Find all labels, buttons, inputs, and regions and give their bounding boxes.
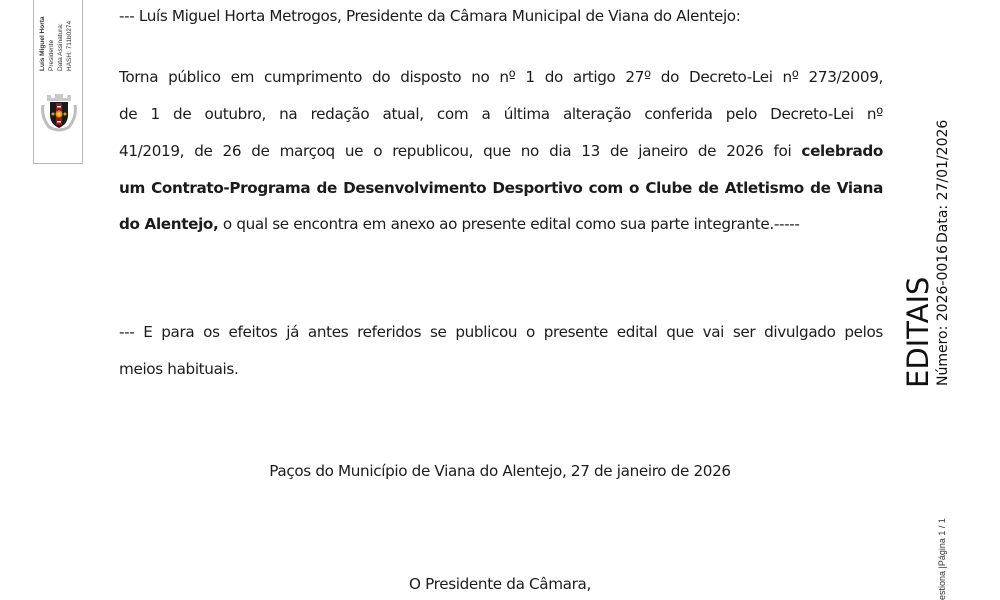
signature-hash: HASH: 711b0274 [66, 20, 73, 71]
paragraph-1-line-1: Torna público em cumprimento do disposto no nº 1 do artigo 27º do Decreto-Lei nº 273/2009, [119, 68, 883, 86]
intro-line: --- Luís Miguel Horta Metrogos, Presidente da Câmara Municipal de Viana do Alentejo: [119, 7, 741, 25]
paragraph-1-line-3 [119, 141, 883, 161]
digital-signature-box [33, 0, 83, 164]
coat-of-arms-icon [41, 91, 77, 133]
paragraph-1-line-5 [119, 214, 883, 234]
line-3-regular: 41/2019, de 26 de marçoq ue o republicou, que no dia 13 de janeiro de 2026 foi [119, 142, 802, 160]
paragraph-1-line-4 [119, 178, 883, 198]
signature-text-block [38, 3, 78, 71]
line-5-regular: o qual se encontra em anexo ao presente edital como sua parte integrante.----- [218, 215, 800, 233]
signatory-title: O Presidente da Câmara, [409, 575, 591, 593]
paragraph-2-line-1: --- E para os efeitos já antes referidos se publicou o presente edital que vai ser divulgado pelos [119, 323, 883, 341]
signer-name: Luís Miguel Horta [39, 16, 46, 71]
line-3-bold: celebrado [801, 142, 883, 160]
line-5-bold: do Alentejo, [119, 215, 219, 233]
signature-date-label: Data Assinatura: [57, 23, 64, 71]
edital-date: Data: 27/01/2026 [935, 119, 951, 243]
paragraph-1-line-2: de 1 de outubro, na redação atual, com a última alteração conferida pelo Decreto-Lei nº [119, 105, 883, 123]
signer-role: Presidente [48, 39, 55, 71]
place-and-date: Paços do Município de Viana do Alentejo, 27 de janeiro de 2026 [269, 462, 731, 480]
edital-stamp-title: EDITAIS [901, 276, 935, 388]
page-indicator: estiona |Página 1 / 1 [937, 518, 947, 600]
edital-number: Número: 2026-0016 [935, 244, 951, 386]
paragraph-2-line-2: meios habituais. [119, 360, 239, 378]
line-4-bold: um Contrato-Programa de Desenvolvimento Desportivo com o Clube de Atletismo de Viana [119, 179, 883, 197]
